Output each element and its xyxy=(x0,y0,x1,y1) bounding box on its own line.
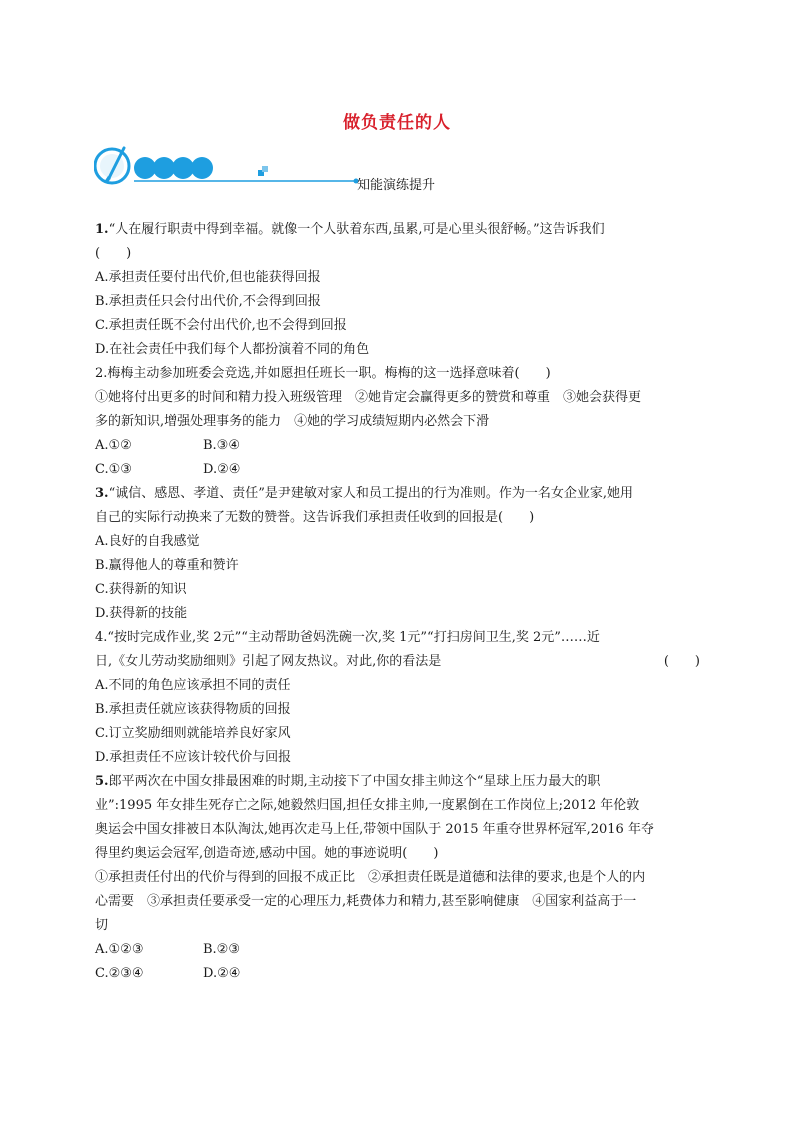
section-label: 知能演练提升 xyxy=(357,178,436,193)
question-text: 郎平两次在中国女排最困难的时期,主动接下了中国女排主帅这个“星球上压力最大的职 xyxy=(108,774,601,789)
question-text: 业”:1995 年女排生死存亡之际,她毅然归国,担任女排主帅,一度累倒在工作岗位上;2012 年伦敦 xyxy=(95,798,640,813)
option-c: C.承担责任既不会付出代价,也不会得到回报 xyxy=(95,318,347,333)
option-b: B.③④ xyxy=(203,438,240,453)
question-text: 得里约奥运会冠军,创造奇迹,感动中国。她的事迹说明( ) xyxy=(95,846,439,861)
statement-line: 心需要 ③承担责任要承受一定的心理压力,耗费体力和精力,甚至影响健康 ④国家利益高于一 xyxy=(95,894,637,909)
option-row xyxy=(95,434,700,458)
question-1-stem xyxy=(95,218,700,242)
option-b: B.赢得他人的尊重和赞许 xyxy=(95,558,239,573)
option-d: D.在社会责任中我们每个人都扮演着不同的角色 xyxy=(95,342,370,357)
banner-dot xyxy=(191,157,213,179)
answer-paren: ( ) xyxy=(95,246,132,261)
statement-line: 多的新知识,增强处理事务的能力 ④她的学习成绩短期内必然会下滑 xyxy=(95,414,490,429)
question-text: 自己的实际行动换来了无数的赞誉。这告诉我们承担责任收到的回报是( ) xyxy=(95,510,535,525)
answer-paren: ( ) xyxy=(663,654,700,669)
question-number: 1. xyxy=(95,222,109,237)
question-text xyxy=(95,650,700,674)
question-3-stem xyxy=(95,482,700,506)
option-b: B.承担责任只会付出代价,不会得到回报 xyxy=(95,294,321,309)
option-c: C.①③ xyxy=(95,462,132,477)
option-d: D.②④ xyxy=(203,966,241,981)
question-2-stem: 2.梅梅主动参加班委会竞选,并如愿担任班长一职。梅梅的这一选择意味着( ) xyxy=(95,366,551,381)
option-a: A.不同的角色应该承担不同的责任 xyxy=(95,678,291,693)
option-a: A.①②③ xyxy=(95,942,144,957)
question-number: 3. xyxy=(95,486,109,501)
question-text-tail: 日,《女儿劳动奖励细则》引起了网友热议。对此,你的看法是 xyxy=(95,654,442,669)
question-text: 奥运会中国女排被日本队淘汰,她再次走马上任,带领中国队于 2015 年重夺世界杯冠军,2016 年夺 xyxy=(95,822,654,837)
question-5-stem xyxy=(95,770,700,794)
option-a: A.承担责任要付出代价,但也能获得回报 xyxy=(95,270,321,285)
banner-dot xyxy=(172,157,194,179)
option-c: C.获得新的知识 xyxy=(95,582,187,597)
option-row xyxy=(95,458,700,482)
ribbon-icon xyxy=(258,166,268,176)
option-row xyxy=(95,962,700,986)
option-a: A.①② xyxy=(95,438,132,453)
option-b: B.②③ xyxy=(203,942,240,957)
option-d: D.承担责任不应该计较代价与回报 xyxy=(95,750,292,765)
option-b: B.承担责任就应该获得物质的回报 xyxy=(95,702,291,717)
page-title: 做负责任的人 xyxy=(343,113,451,133)
statement-line: ①承担责任付出的代价与得到的回报不成正比 ②承担责任既是道德和法律的要求,也是个人的内 xyxy=(95,870,646,885)
banner-dot xyxy=(153,157,175,179)
statement-line: 切 xyxy=(95,918,109,933)
option-d: D.获得新的技能 xyxy=(95,606,188,621)
statement-line: ①她将付出更多的时间和精力投入班级管理 ②她肯定会赢得更多的赞赏和尊重 ③她会获得更 xyxy=(95,390,642,405)
question-text: “诚信、感恩、孝道、责任”是尹建敏对家人和员工提出的行为准则。作为一名女企业家,她用 xyxy=(108,486,634,501)
brush-icon xyxy=(95,148,129,183)
option-d: D.②④ xyxy=(203,462,241,477)
question-4-stem: 4.“按时完成作业,奖 2元”“主动帮助爸妈洗碗一次,奖 1元”“打扫房间卫生,奖 2元”……近 xyxy=(95,630,600,645)
option-a: A.良好的自我感觉 xyxy=(95,534,200,549)
question-number: 5. xyxy=(95,774,109,789)
option-c: C.②③④ xyxy=(95,966,144,981)
question-list xyxy=(95,218,700,986)
option-c: C.订立奖励细则就能培养良好家风 xyxy=(95,726,291,741)
question-text: “人在履行职责中得到幸福。就像一个人驮着东西,虽累,可是心里头很舒畅。”这告诉我们 xyxy=(108,222,605,237)
option-row xyxy=(95,938,700,962)
banner-dot xyxy=(134,157,156,179)
